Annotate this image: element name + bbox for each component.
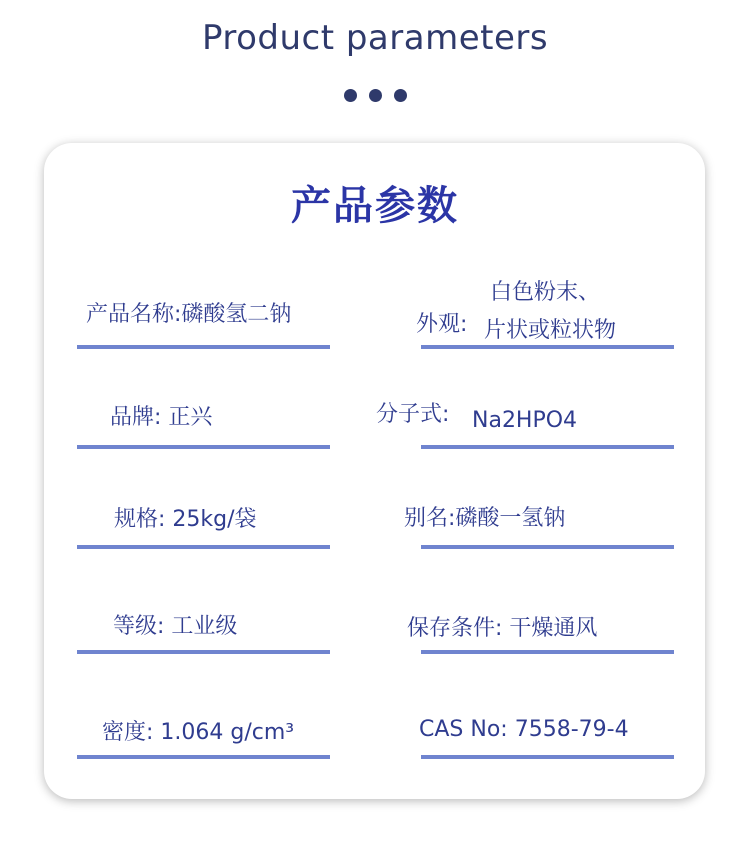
decorative-dots bbox=[0, 89, 750, 102]
divider-rule bbox=[421, 755, 674, 759]
param-label: 密度: bbox=[102, 720, 154, 745]
param-value: 磷酸氢二钠 bbox=[181, 302, 292, 327]
param-value: 干燥通风 bbox=[509, 616, 598, 641]
param-value: 磷酸一氢钠 bbox=[455, 506, 566, 531]
param-storage bbox=[407, 618, 597, 640]
param-label: 规格: bbox=[114, 507, 166, 532]
param-label: 等级: bbox=[113, 614, 165, 639]
param-label: 保存条件: bbox=[407, 616, 503, 641]
dot-icon bbox=[344, 89, 357, 102]
param-alias bbox=[404, 508, 565, 530]
param-appearance-value-line1: 白色粉末、 bbox=[490, 280, 601, 305]
divider-rule bbox=[77, 345, 330, 349]
param-appearance-label: 外观: bbox=[416, 312, 468, 337]
param-value: 工业级 bbox=[171, 614, 238, 639]
param-density bbox=[102, 722, 294, 744]
param-value: 7558-79-4 bbox=[514, 717, 629, 742]
param-appearance-value-line2: 片状或粒状物 bbox=[484, 318, 617, 343]
param-grade bbox=[113, 616, 237, 638]
param-label: CAS No: bbox=[419, 717, 508, 742]
param-cas bbox=[419, 719, 629, 741]
divider-rule bbox=[421, 650, 674, 654]
param-product-name bbox=[86, 304, 291, 326]
dot-icon bbox=[394, 89, 407, 102]
divider-rule bbox=[421, 345, 674, 349]
param-formula-label: 分子式: bbox=[376, 402, 450, 427]
divider-rule bbox=[77, 755, 330, 759]
divider-rule bbox=[77, 545, 330, 549]
divider-rule bbox=[77, 445, 330, 449]
parameters-card bbox=[44, 143, 705, 799]
divider-rule bbox=[421, 545, 674, 549]
param-label: 产品名称: bbox=[86, 302, 182, 327]
param-label: 别名: bbox=[404, 506, 456, 531]
param-value: 1.064 g/cm³ bbox=[160, 720, 295, 745]
dot-icon bbox=[369, 89, 382, 102]
param-formula-value: Na2HPO4 bbox=[472, 408, 578, 433]
divider-rule bbox=[77, 650, 330, 654]
param-label: 品牌: bbox=[110, 405, 162, 430]
divider-rule bbox=[421, 445, 674, 449]
card-title: 产品参数 bbox=[291, 183, 459, 229]
page-heading: Product parameters bbox=[201, 18, 549, 58]
param-value: 正兴 bbox=[168, 405, 213, 430]
param-brand bbox=[110, 407, 212, 429]
param-spec bbox=[114, 509, 257, 531]
param-value: 25kg/袋 bbox=[172, 507, 257, 532]
